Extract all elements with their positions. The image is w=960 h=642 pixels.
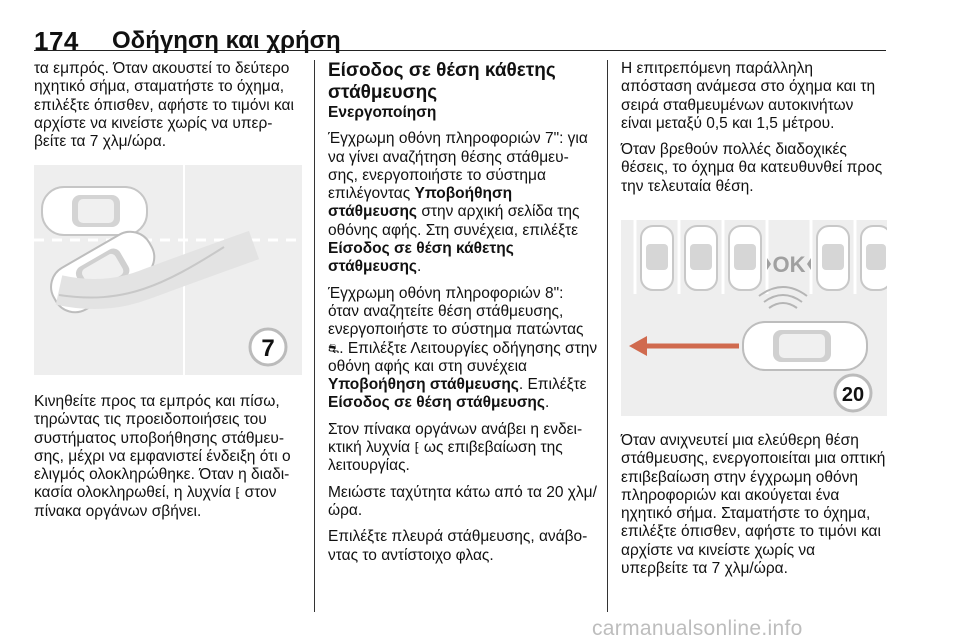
- paragraph-speed: Μειώστε ταχύτητα κάτω από τα 20 χλμ/ώρα.: [328, 483, 597, 519]
- figure-number-20: 20: [841, 384, 865, 406]
- intro-paragraph: τα εμπρός. Όταν ακουστεί το δεύτερο ηχητικό σήμα, σταματήστε το όχημα, επιλέξτε όπισθεν, αφήστε το τιμόνι και αρχίστε να κινείστε χωρίς να υπερ-βείτε τα 7 χλμ/ώρα.: [34, 60, 294, 151]
- figure-number-7: 7: [261, 335, 275, 362]
- paragraph-space-detected: Όταν ανιχνευτεί μια ελεύθερη θέση στάθμευσης, ενεργοποιείται μια οπτική επιβεβαίωση στην έγχρωμη οθόνη πληροφοριών και ακούγεται ένα ηχητικό σήμα. Σταματήστε το όχημα, επιλέξτε όπισθεν, αφήστε το τιμόνι και αρχίστε να κινείστε χωρίς να υπερβείτε τα 7 χλμ/ώρα.: [621, 432, 886, 578]
- paragraph-8inch-display: Έγχρωμη οθόνη πληροφοριών 8": όταν αναζητείτε θέση στάθμευσης, ενεργοποιήστε το σύστημα πατώντας ⛐. Επιλέξτε Λειτουργίες οδήγησης στην οθόνη αφής και στη συνέχεια Υποβοήθηση στάθμευσης. Επιλέξτε Είσοδος σε θέση στάθμευσης.: [328, 284, 598, 412]
- subheading-activation: Ενεργοποίηση: [328, 104, 437, 121]
- section-heading: Είσοδος σε θέση κάθετης στάθμευσης: [328, 60, 556, 103]
- ok-label: OK: [772, 252, 806, 277]
- column-1-lower: [34, 393, 304, 521]
- paragraph-indicator-lamp: Στον πίνακα οργάνων ανάβει η ενδει-κτική λυχνία ⁅ ως επιβεβαίωση της λειτουργίας.: [328, 420, 583, 475]
- column-2: [328, 60, 598, 565]
- paragraph-multiple-spaces: Όταν βρεθούν πολλές διαδοχικές θέσεις, το όχημα θα κατευθυνθεί προς την τελευταία θέση.: [621, 141, 883, 195]
- column-3: [621, 60, 886, 196]
- own-car-icon: [743, 322, 867, 370]
- maneuver-paragraph: Κινηθείτε προς τα εμπρός και πίσω, τηρώντας τις προειδοποιήσεις του συστήματος υποβοήθησης στάθμευ-σης, μέχρι να εμφανιστεί ένδειξη ότι ο ελιγμός ολοκληρώθηκε. Όταν η διαδι-κασία ολοκληρωθεί, η λυχνία ⁅ στον πίνακα οργάνων σβήνει.: [34, 393, 291, 520]
- column-3-lower: [621, 432, 886, 578]
- paragraph-side-selection: Επιλέξτε πλευρά στάθμευσης, ανάβο-ντας το αντίστοιχο φλας.: [328, 528, 588, 564]
- paragraph-7inch-display: Έγχρωμη οθόνη πληροφοριών 7": για να γίνει αναζήτηση θέσης στάθμευ-σης, ενεργοποιήστε το σύστημα επιλέγοντας Υποβοήθηση στάθμευσης στην αρχική σελίδα της οθόνης αφής. Στη συνέχεια, επιλέξτε Είσοδος σε θέση κάθετης στάθμευσης.: [328, 130, 588, 276]
- paragraph-distance: Η επιτρεπόμενη παράλληλη απόσταση ανάμεσα στο όχημα και τη σειρά σταθμευμένων αυτοκινήτων είναι μεταξύ 0,5 και 1,5 μέτρου.: [621, 60, 876, 132]
- column-divider-2: [607, 60, 608, 612]
- page-header: [34, 12, 886, 56]
- parking-figure-7: [34, 165, 302, 375]
- column-1: [34, 60, 304, 151]
- parked-car-icon: [42, 187, 147, 235]
- parking-lamp-icon: ⁅: [414, 440, 420, 456]
- parking-figure-20: [621, 220, 887, 416]
- driving-functions-icon: ⛐: [328, 340, 340, 356]
- column-divider-1: [314, 60, 315, 612]
- watermark: carmanualsonline.info: [592, 617, 803, 640]
- page-number: 174: [34, 26, 79, 56]
- page-title: Οδήγηση και χρήση: [112, 27, 341, 54]
- parking-lamp-icon: ⁅: [235, 485, 241, 501]
